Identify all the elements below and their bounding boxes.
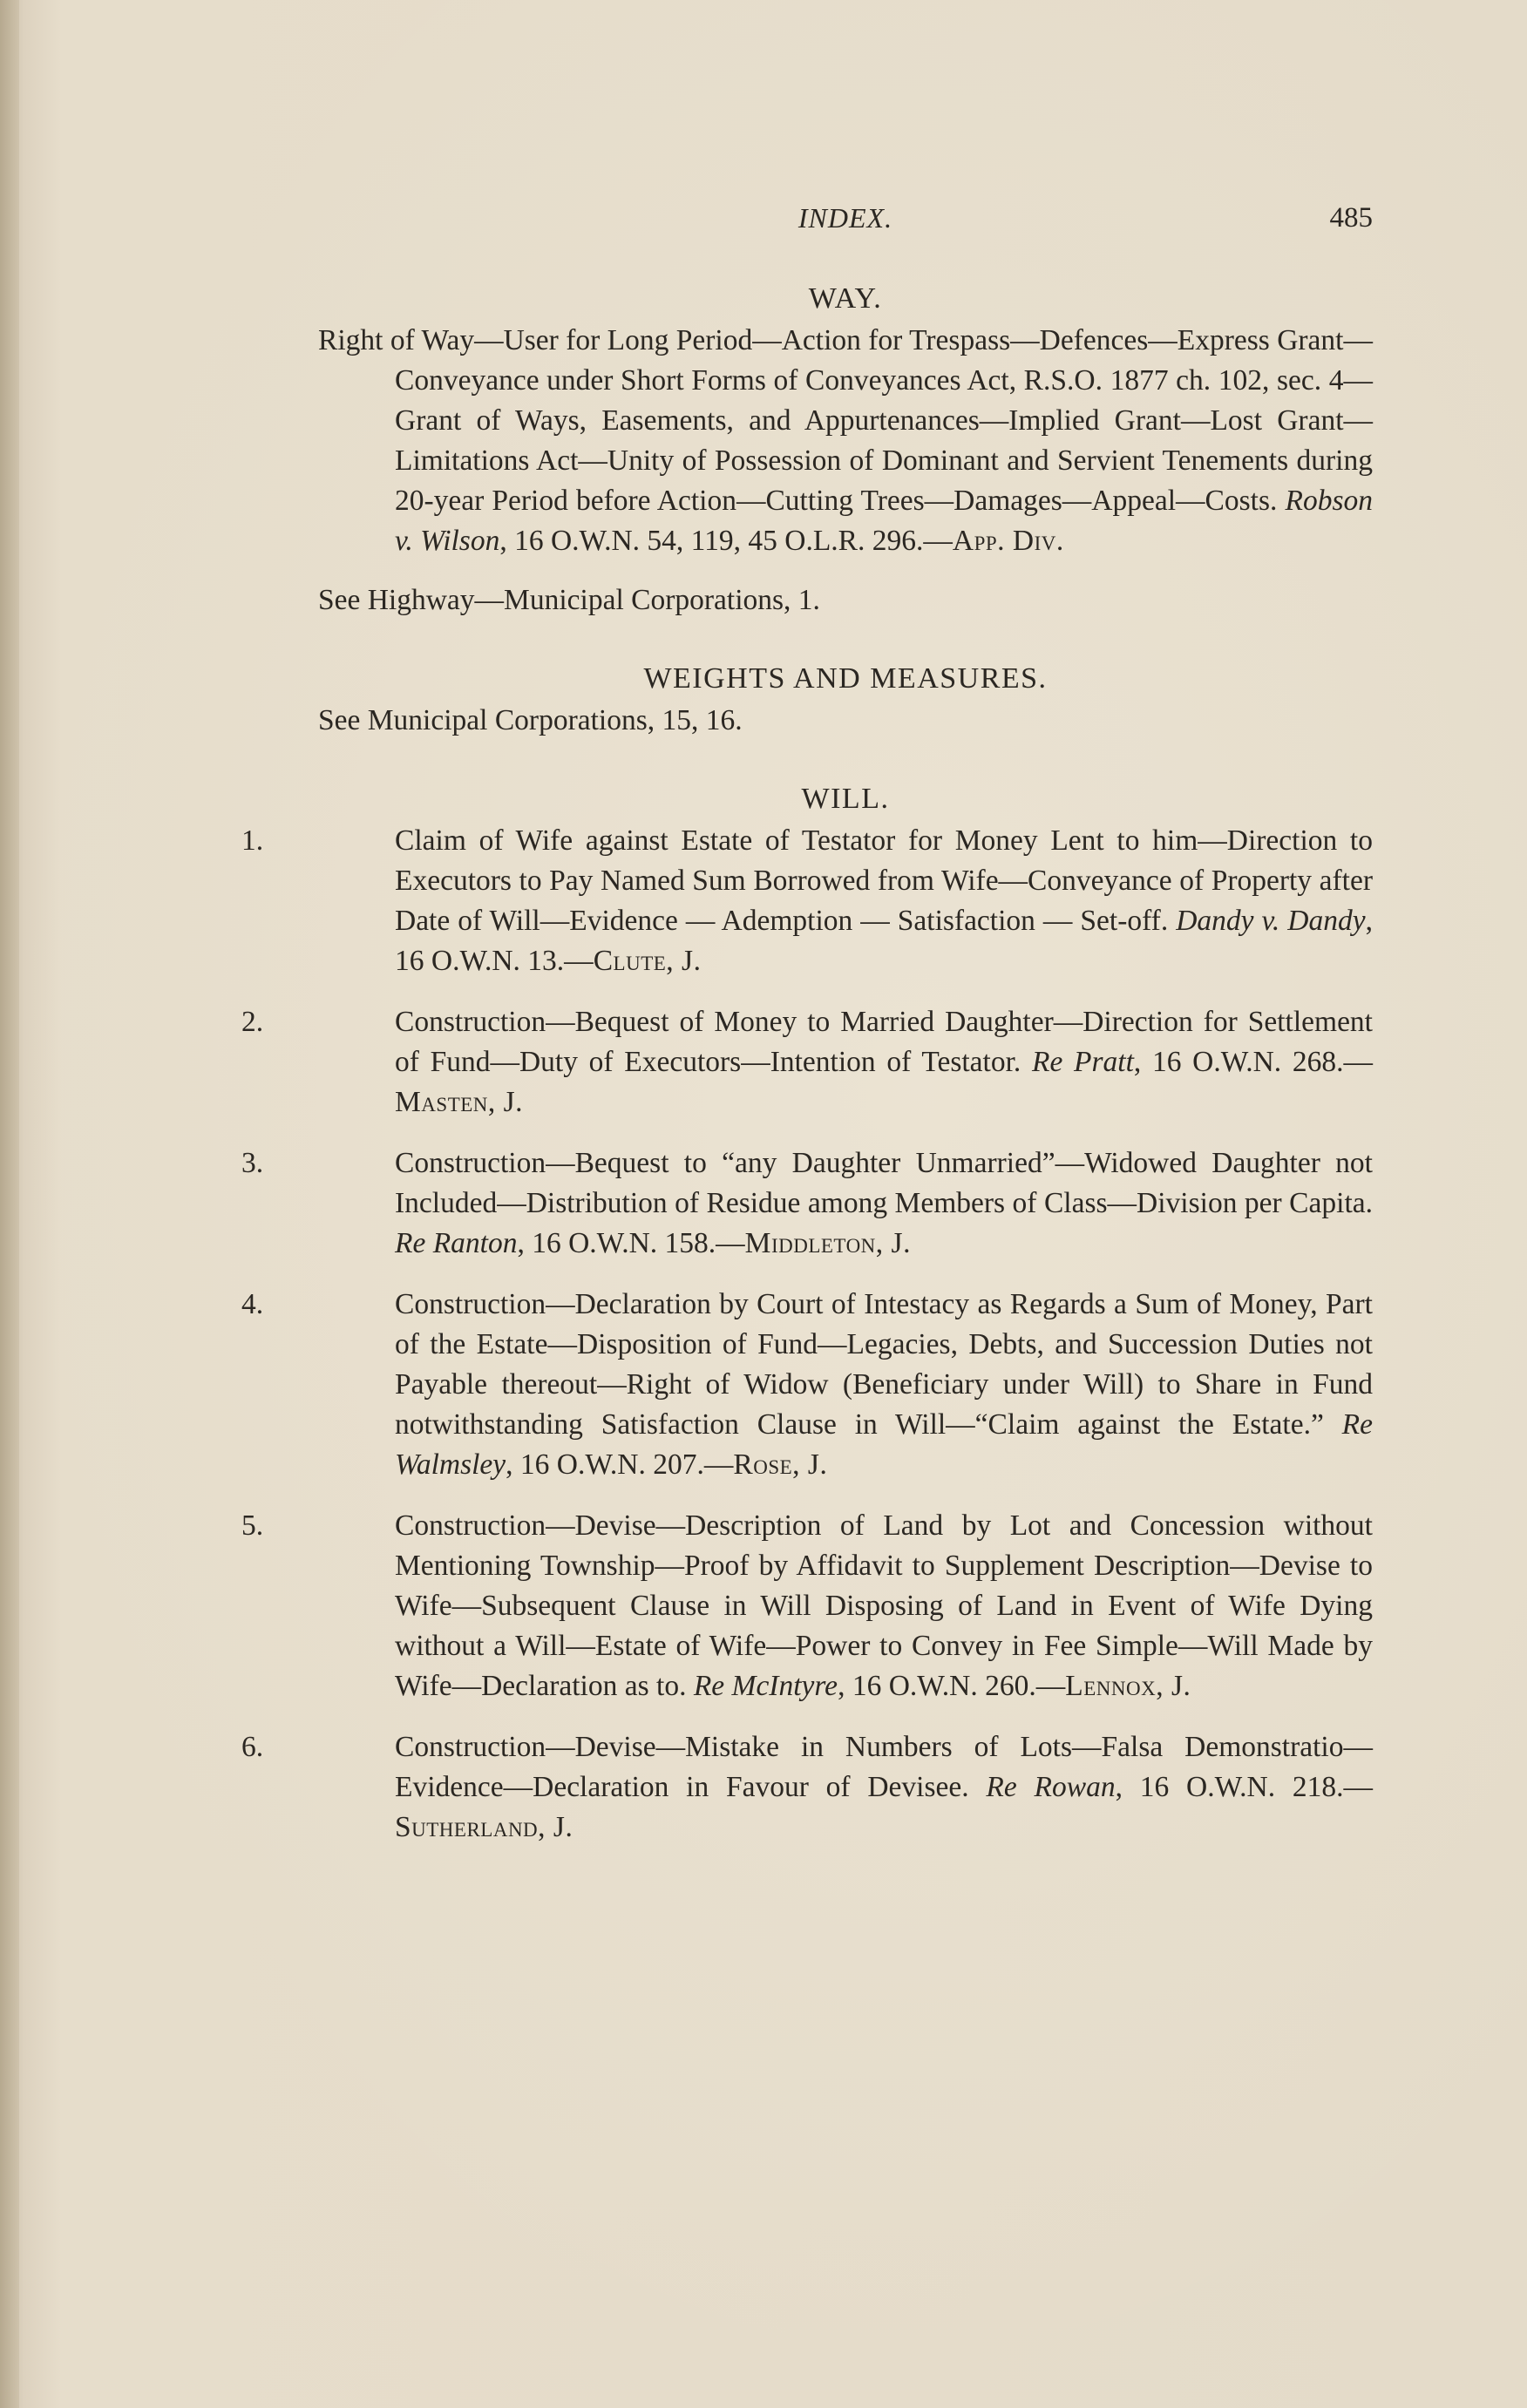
entry-text: Construction—Devise—Mistake in Numbers of Lots—Falsa Demonstratio—Evidence—Declaration in Favour of Devisee.	[395, 1731, 1373, 1803]
page-number: 485	[1329, 202, 1373, 234]
entry-text: Construction—Devise—Description of Land by Lot and Concession without Mentioning Township—Proof by Affidavit to Supplement Description—Devise to Wife—Subsequent Clause in Will Disposing of Land in Event of Wife Dying without a Will—Estate of Wife—Power to Convey in Fee Simple—Will Made by Wife—Declaration as to.	[395, 1509, 1373, 1702]
will-entry-4: 4. Construction—Declaration by Court of Intestacy as Regards a Sum of Money, Part of the Estate—Disposition of Fund—Legacies, Debts, and Succession Duties not Payable thereout—Right of Widow (Beneficiary under Will) to Share in Fund notwithstanding Satisfaction Clause in Will—“Claim against the Estate.” Re Walmsley, 16 O.W.N. 207.—Rose, J.	[241, 1288, 1373, 1481]
citation: , 16 O.W.N. 260.—	[838, 1670, 1066, 1702]
entry-text: Right of Way—User for Long Period—Action for Trespass—Defences—Express Grant—Conveyance under Short Forms of Conveyances Act, R.S.O. 1877 ch. 102, sec. 4—Grant of Ways, Easements, and Appurtenances—Implied Grant—Lost Grant—Limitations Act—Unity of Possession of Dominant and Servient Tenements during 20-year Period before Action—Cutting Trees—Damages—Appeal—Costs.	[318, 324, 1373, 517]
case-name: Re McIntyre	[693, 1670, 838, 1702]
index-content	[241, 279, 1373, 1886]
running-title: INDEX.	[797, 202, 893, 234]
judge-name: Middleton, J.	[744, 1227, 911, 1259]
section-heading-way: WAY.	[808, 282, 883, 315]
section-weights-and-measures	[318, 659, 1373, 741]
section-way	[318, 279, 1373, 621]
citation: , 16 O.W.N. 268.—	[1133, 1046, 1373, 1078]
judge-name: Sutherland, J.	[395, 1811, 573, 1843]
citation: , 16 O.W.N. 158.—	[517, 1227, 745, 1259]
see-also-way: See Highway—Municipal Corporations, 1.	[318, 584, 820, 616]
citation: , 16 O.W.N. 218.—	[1115, 1771, 1373, 1803]
see-also-weights: See Municipal Corporations, 15, 16.	[318, 704, 743, 736]
will-entry-2: 2. Construction—Bequest of Money to Married Daughter—Direction for Settlement of Fund—Duty of Executors—Intention of Testator. Re Pratt, 16 O.W.N. 268.—Masten, J.	[241, 1006, 1373, 1118]
index-entry-right-of-way	[318, 321, 1373, 561]
binding-edge	[0, 0, 19, 2408]
will-entry-5: 5. Construction—Devise—Description of Land by Lot and Concession without Mentioning Township—Proof by Affidavit to Supplement Description—Devise to Wife—Subsequent Clause in Will Disposing of Land in Event of Wife Dying without a Will—Estate of Wife—Power to Convey in Fee Simple—Will Made by Wife—Declaration as to. Re McIntyre, 16 O.W.N. 260.—Lennox, J.	[241, 1509, 1373, 1702]
judge-name: Clute, J.	[593, 945, 702, 977]
entry-text: Construction—Bequest to “any Daughter Unmarried”—Widowed Daughter not Included—Distribution of Residue among Members of Class—Division per Capita.	[395, 1147, 1373, 1219]
case-name: Re Walmsley	[395, 1408, 1373, 1481]
section-will	[241, 779, 1373, 1848]
citation: , 16 O.W.N. 13.—	[395, 905, 1373, 977]
running-head	[318, 202, 1373, 241]
will-entry-1: 1. Claim of Wife against Estate of Testator for Money Lent to him—Direction to Executors to Pay Named Sum Borrowed from Wife—Conveyance of Property after Date of Will—Evidence — Ademption — Satisfaction — Set-off. Dandy v. Dandy, 16 O.W.N. 13.—Clute, J.	[241, 824, 1373, 977]
judge-name: Lennox, J.	[1065, 1670, 1191, 1702]
case-name: Re Ranton	[395, 1227, 518, 1259]
entry-text: Construction—Declaration by Court of Intestacy as Regards a Sum of Money, Part of the Estate—Disposition of Fund—Legacies, Debts, and Succession Duties not Payable thereout—Right of Widow (Beneficiary under Will) to Share in Fund notwithstanding Satisfaction Clause in Will—“Claim against the Estate.”	[395, 1288, 1373, 1441]
entry-text: Construction—Bequest of Money to Married Daughter—Direction for Settlement of Fund—Duty of Executors—Intention of Testator.	[395, 1006, 1373, 1078]
case-name: Robson v. Wilson	[395, 485, 1373, 557]
case-name: Re Pratt	[1031, 1046, 1134, 1078]
citation: , 16 O.W.N. 54, 119, 45 O.L.R. 296.—	[499, 525, 953, 557]
judge-name: Rose, J.	[733, 1448, 828, 1481]
will-entry-3: 3. Construction—Bequest to “any Daughter Unmarried”—Widowed Daughter not Included—Distribution of Residue among Members of Class—Division per Capita. Re Ranton, 16 O.W.N. 158.—Middleton, J.	[241, 1147, 1373, 1259]
will-entry-6: 6. Construction—Devise—Mistake in Numbers of Lots—Falsa Demonstratio—Evidence—Declaration in Favour of Devisee. Re Rowan, 16 O.W.N. 218.—Sutherland, J.	[241, 1731, 1373, 1843]
court-name: App. Div.	[952, 525, 1064, 557]
case-name: Re Rowan	[986, 1771, 1116, 1803]
section-heading-weights: WEIGHTS AND MEASURES.	[643, 662, 1048, 695]
section-heading-will: WILL.	[801, 783, 890, 815]
judge-name: Masten, J.	[395, 1086, 524, 1118]
case-name: Dandy v. Dandy	[1176, 905, 1366, 937]
citation: , 16 O.W.N. 207.—	[506, 1448, 734, 1481]
entry-text: Claim of Wife against Estate of Testator for Money Lent to him—Direction to Executors to Pay Named Sum Borrowed from Wife—Conveyance of Property after Date of Will—Evidence — Ademption — Satisfaction — Set-off.	[395, 824, 1373, 937]
